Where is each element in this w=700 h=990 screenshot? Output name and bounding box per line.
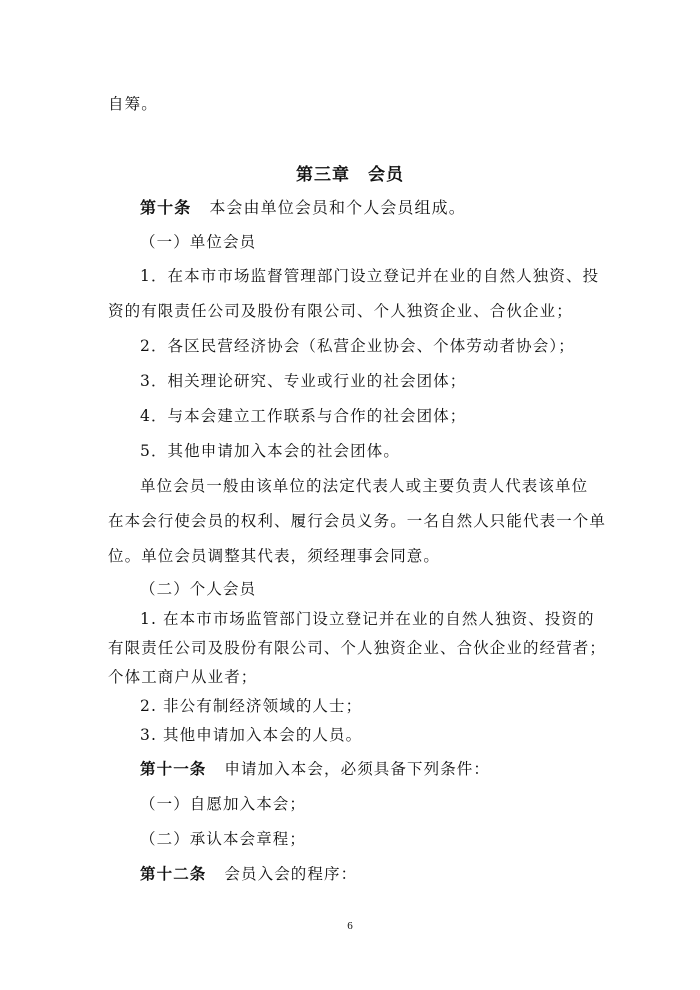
list-item: 5．其他申请加入本会的社会团体。 xyxy=(140,442,400,460)
section-heading-unit-members: （一）单位会员 xyxy=(140,233,257,251)
list-item: 3. 其他申请加入本会的人员。 xyxy=(140,726,363,744)
list-item: 2. 非公有制经济领域的人士； xyxy=(140,697,363,715)
article-12-label: 第十二条 xyxy=(140,864,207,883)
article-11-label: 第十一条 xyxy=(140,759,207,778)
list-item: （二）承认本会章程； xyxy=(140,830,307,848)
paragraph-line: 单位会员一般由该单位的法定代表人或主要负责人代表该单位 xyxy=(140,477,589,495)
list-item-continuation: 个体工商户从业者； xyxy=(108,668,258,686)
list-item: 3．相关理论研究、专业或行业的社会团体； xyxy=(140,372,467,390)
list-item: 4．与本会建立工作联系与合作的社会团体； xyxy=(140,407,467,425)
paragraph-line: 在本会行使会员的权利、履行会员义务。一名自然人只能代表一个单 xyxy=(108,512,607,530)
section-heading-individual-members: （二）个人会员 xyxy=(140,580,257,598)
article-11-line xyxy=(140,759,490,779)
list-item-continuation: 有限责任公司及股份有限公司、个人独资企业、合伙企业的经营者； xyxy=(108,639,607,657)
paragraph-line: 位。单位会员调整其代表，须经理事会同意。 xyxy=(108,547,441,565)
page-number: 6 xyxy=(347,920,353,932)
paragraph-line: 自筹。 xyxy=(108,95,158,113)
list-item: （一）自愿加入本会； xyxy=(140,795,307,813)
article-11-text: 申请加入本会，必须具备下列条件： xyxy=(224,760,491,778)
list-item: 1．在本市市场监督管理部门设立登记并在业的自然人独资、投 xyxy=(140,267,600,285)
list-item-continuation: 资的有限责任公司及股份有限公司、个人独资企业、合伙企业； xyxy=(108,302,573,320)
article-12-text: 会员入会的程序： xyxy=(224,865,358,883)
article-10-line xyxy=(140,198,466,218)
list-item: 2．各区民营经济协会（私营企业协会、个体劳动者协会）； xyxy=(140,337,575,355)
article-10-label: 第十条 xyxy=(140,198,192,217)
article-12-line xyxy=(140,864,357,884)
chapter-title: 第三章 会员 xyxy=(296,165,404,185)
list-item: 1. 在本市市场监管部门设立登记并在业的自然人独资、投资的 xyxy=(140,610,595,628)
article-10-text: 本会由单位会员和个人会员组成。 xyxy=(209,198,466,217)
